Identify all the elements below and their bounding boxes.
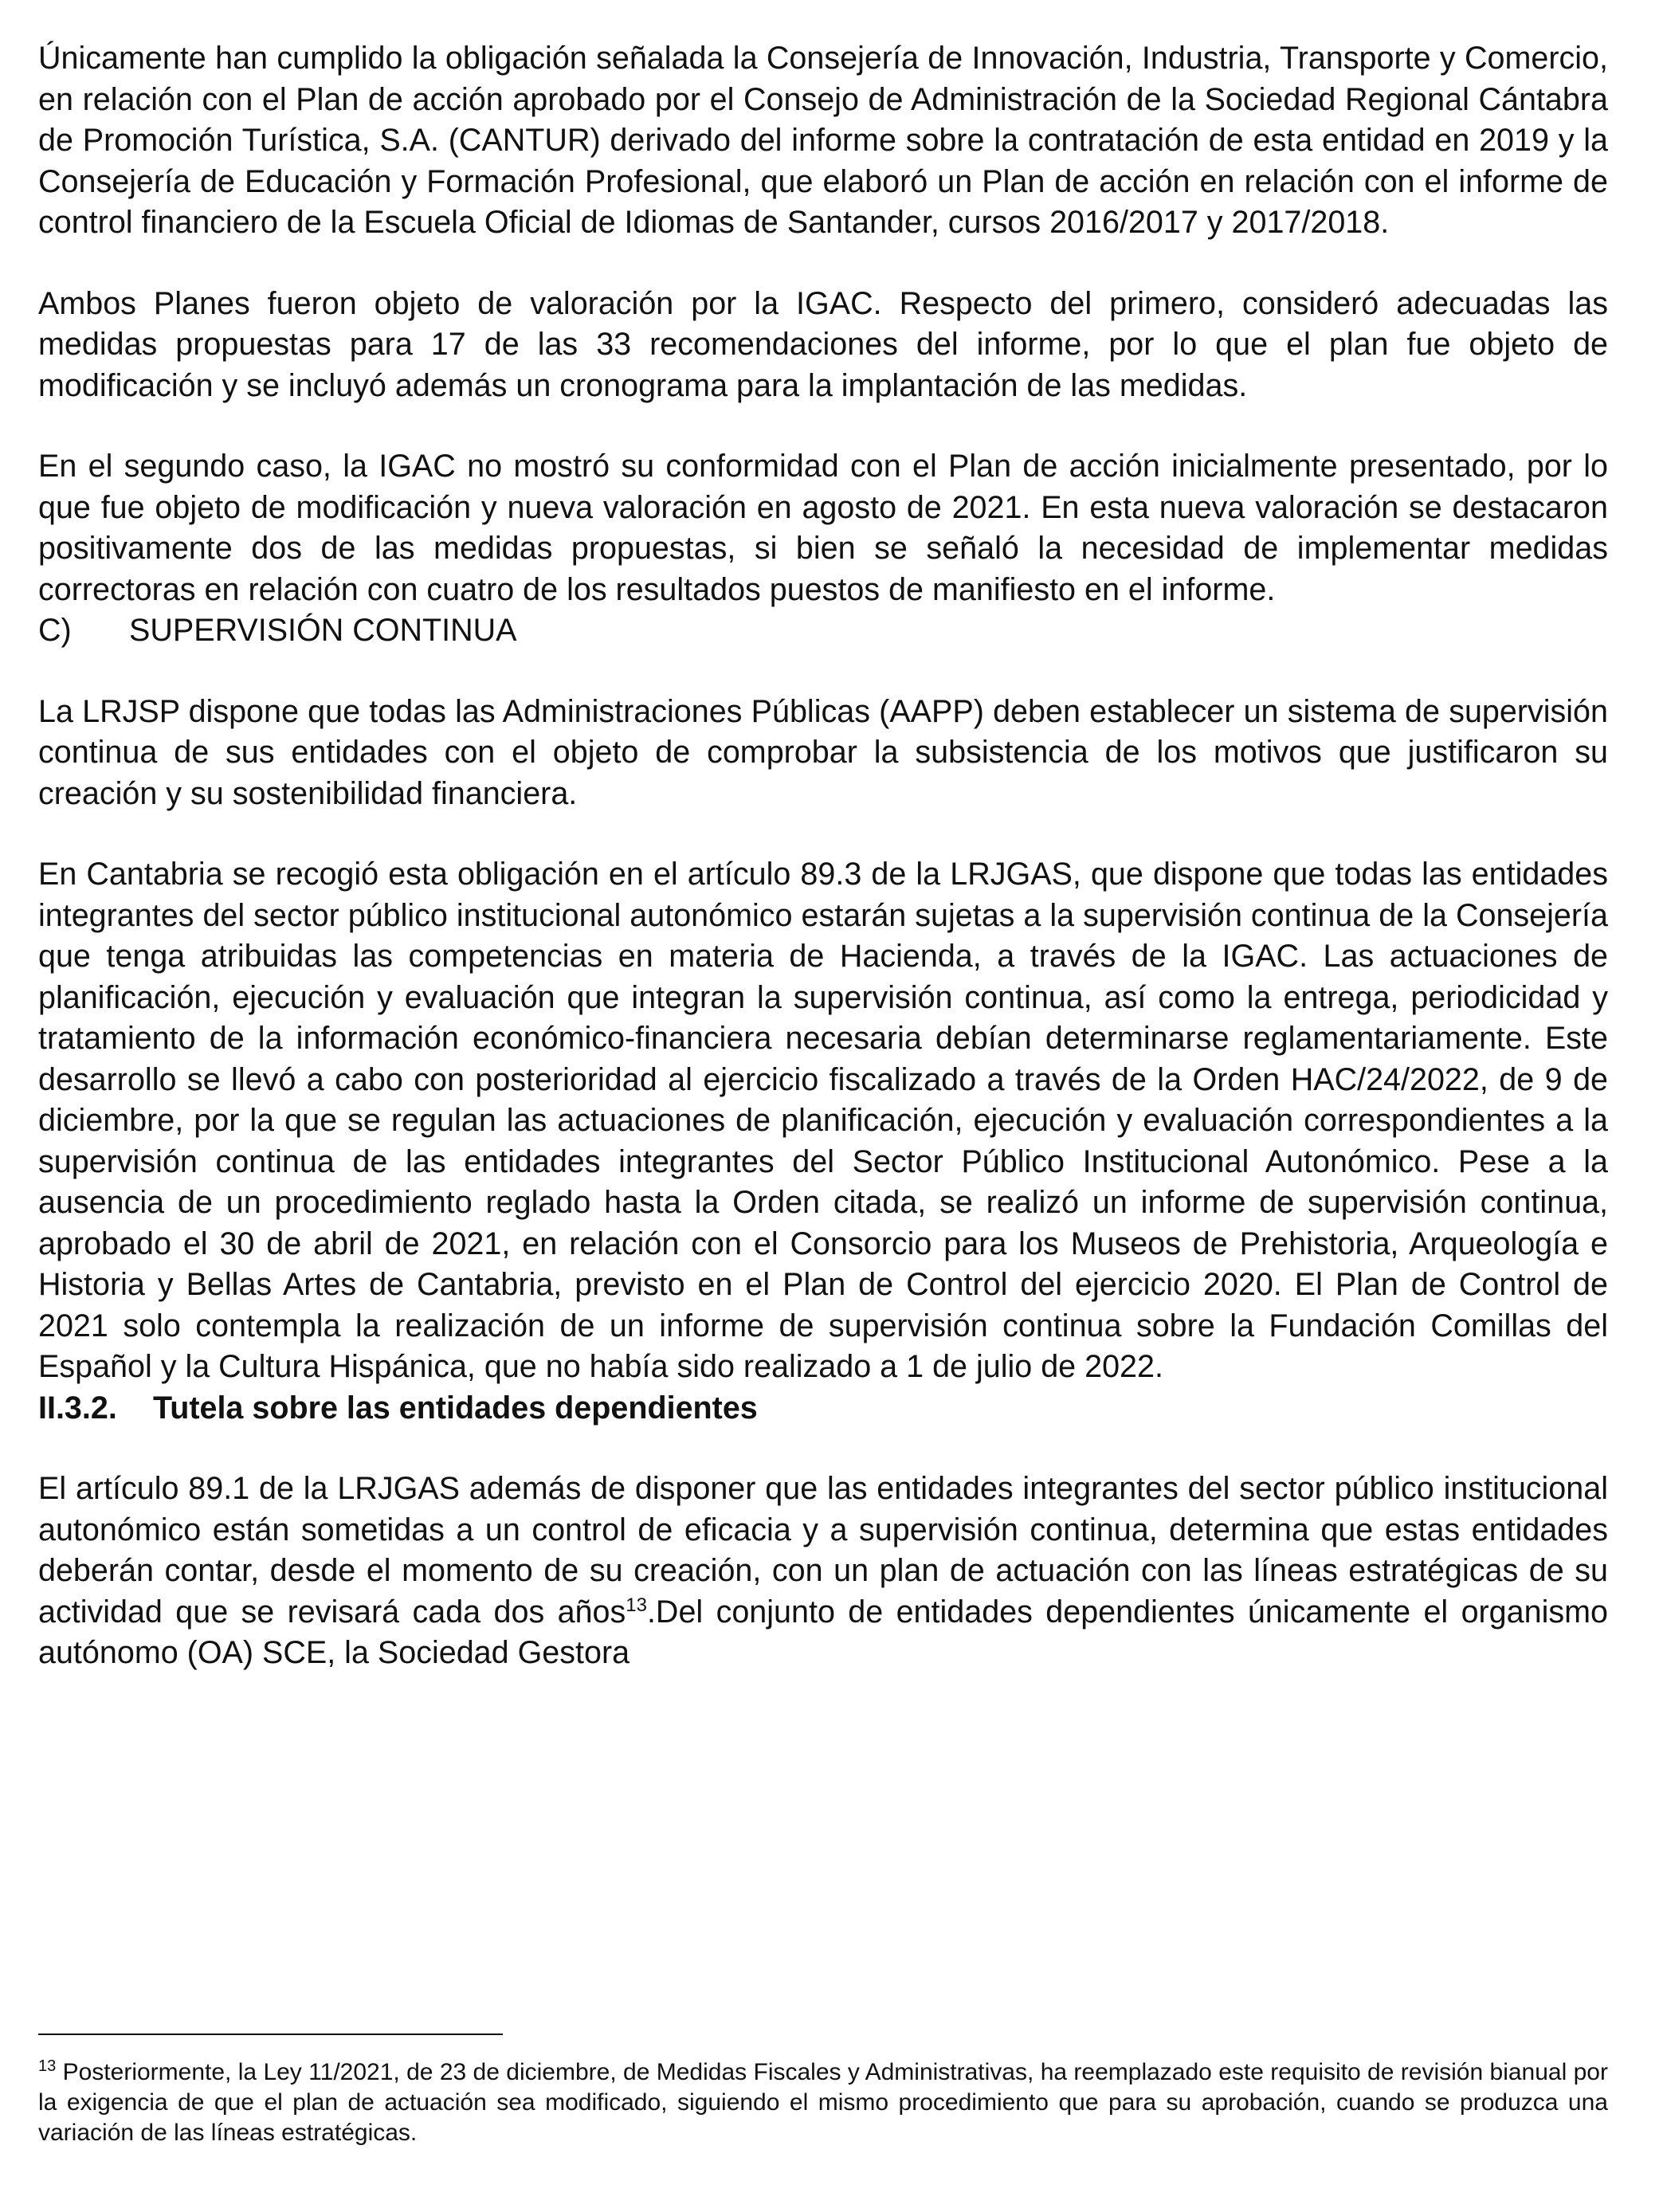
document-page bbox=[38, 38, 1608, 1674]
section-c-title: SUPERVISIÓN CONTINUA bbox=[129, 613, 517, 648]
section-ii-3-2-heading bbox=[38, 1388, 1608, 1430]
paragraph-articulo-89-1-text: El artículo 89.1 de la LRJGAS además de disponer que las entidades integrantes del sector público institucional autonómico están sometidas a un control de eficacia y a supervisión continua, determina que estas entidades deberán contar, desde el momento de su creación, con un plan de actuación con las líneas estratégicas de su actividad que se revisará cada dos años bbox=[38, 1471, 1608, 1630]
footnote-13 bbox=[38, 2057, 1608, 2148]
paragraph-articulo-89-1 bbox=[38, 1469, 1608, 1674]
footnote-separator bbox=[38, 2034, 503, 2035]
section-c-number: C) bbox=[38, 613, 72, 648]
paragraph-planes-accion: Únicamente han cumplido la obligación señalada la Consejería de Innovación, Industria, Transporte y Comercio, en relación con el Plan de acción aprobado por el Consejo de Administración de la Sociedad Regional Cántabra de Promoción Turística, S.A. (CANTUR) derivado del informe sobre la contratación de esta entidad en 2019 y la Consejería de Educación y Formación Profesional, que elaboró un Plan de acción en relación con el informe de control financiero de la Escuela Oficial de Idiomas de Santander, cursos 2016/2017 y 2017/2018. bbox=[38, 41, 1608, 240]
paragraph-articulo-89-1-continuation: .Del conjunto de entidades dependientes únicamente el organismo autónomo (OA) SCE, la Sociedad Gestora bbox=[38, 1594, 1608, 1670]
section-ii-3-2-title: Tutela sobre las entidades dependientes bbox=[153, 1390, 758, 1426]
section-ii-3-2-number: II.3.2. bbox=[38, 1390, 117, 1426]
paragraph-lrjsp: La LRJSP dispone que todas las Administraciones Públicas (AAPP) deben establecer un sistema de supervisión continua de sus entidades con el objeto de comprobar la subsistencia de los motivos que justificaron su creación y su sostenibilidad financiera. bbox=[38, 693, 1608, 811]
paragraph-valoracion-igac: Ambos Planes fueron objeto de valoración por la IGAC. Respecto del primero, consideró adecuadas las medidas propuestas para 17 de las 33 recomendaciones del informe, por lo que el plan fue objeto de modificación y se incluyó además un cronograma para la implantación de las medidas. bbox=[38, 285, 1608, 403]
section-c-heading bbox=[38, 610, 1608, 652]
footnote-number: 13 bbox=[38, 2057, 57, 2075]
footnote-text: Posteriormente, la Ley 11/2021, de 23 de diciembre, de Medidas Fiscales y Administrativas, ha reemplazado este requisito de revisión bianual por la exigencia de que el plan de actuación sea modificado, siguiendo el mismo procedimiento que para su aprobación, cuando se produzca una variación de las líneas estratégicas. bbox=[38, 2059, 1608, 2146]
footnote-reference[interactable]: 13 bbox=[626, 1594, 647, 1616]
paragraph-cantabria-supervision: En Cantabria se recogió esta obligación en el artículo 89.3 de la LRJGAS, que dispone que todas las entidades integrantes del sector público institucional autonómico estarán sujetas a la supervisión continua de la Consejería que tenga atribuidas las competencias en materia de Hacienda, a través de la IGAC. Las actuaciones de planificación, ejecución y evaluación que integran la supervisión continua, así como la entrega, periodicidad y tratamiento de la información económico-financiera necesaria debían determinarse reglamentariamente. Este desarrollo se llevó a cabo con posterioridad al ejercicio fiscalizado a través de la Orden HAC/24/2022, de 9 de diciembre, por la que se regulan las actuaciones de planificación, ejecución y evaluación correspondientes a la supervisión continua de las entidades integrantes del Sector Público Institucional Autonómico. Pese a la ausencia de un procedimiento reglado hasta la Orden citada, se realizó un informe de supervisión continua, aprobado el 30 de abril de 2021, en relación con el Consorcio para los Museos de Prehistoria, Arqueología e Historia y Bellas Artes de Cantabria, previsto en el Plan de Control del ejercicio 2020. El Plan de Control de 2021 solo contempla la realización de un informe de supervisión continua sobre la Fundación Comillas del Español y la Cultura Hispánica, que no había sido realizado a 1 de julio de 2022. bbox=[38, 857, 1608, 1384]
paragraph-segundo-caso: En el segundo caso, la IGAC no mostró su conformidad con el Plan de acción inicialmente presentado, por lo que fue objeto de modificación y nueva valoración en agosto de 2021. En esta nueva valoración se destacaron positivamente dos de las medidas propuestas, si bien se señaló la necesidad de implementar medidas correctoras en relación con cuatro de los resultados puestos de manifiesto en el informe. bbox=[38, 449, 1608, 607]
